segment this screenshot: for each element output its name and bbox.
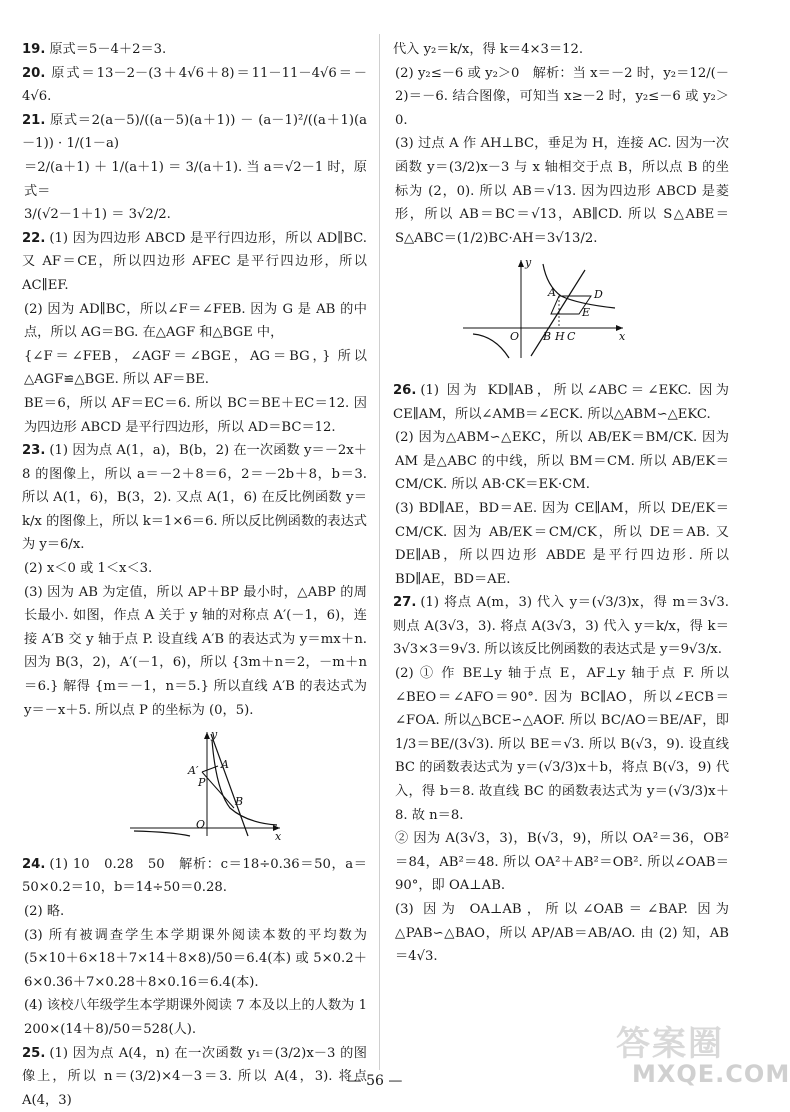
question-number: 27. [393, 595, 417, 611]
answer-22-conclusion: BE＝6，所以 AF＝EC＝6. 所以 BC＝BE＋EC＝12. 因为四边形 ABCD 是平行四边形，所以 AD＝BC＝12. [24, 395, 367, 435]
y-axis-arrow [204, 732, 210, 739]
answer-21-line3: 3/(√2－1＋1) ＝ 3√2/2. [24, 207, 171, 223]
answer-27-part2-1: (2) ① 作 BE⊥y 轴于点 E，AF⊥y 轴于点 F. 所以∠BEO＝∠AFO＝90°. 因为 BC∥AO，所以∠ECB＝∠FOA. 所以△BCE∽△AOF. 所以 BC/AO＝BE/AF，即 1/3＝BE/(3√3). 所以 BE＝√3. 所以 B(√3，9). 设直线 BC 的函数表达式为 y＝(√3/3)x＋b，将点 B(√3，9) 代入，得 b＝8. 故直线 BC 的函数表达式为 y＝(√3/3)x＋8. 故 n＝8. [395, 666, 729, 823]
label-a-prime: A′ [188, 764, 199, 778]
figure-25 [393, 256, 729, 373]
line-ab [531, 270, 585, 356]
answer-25-part3: (3) 过点 A 作 AH⊥BC，垂足为 H，连接 AC. 因为一次函数 y＝(3/2)x－3 与 x 轴相交于点 B，所以点 B 的坐标为 (2，0). 所以 AB＝√13. 因为四边形 ABCD 是菱形，所以 AB＝BC＝√13，AB∥CD. 所以 S△ABE＝S△ABC＝(1/2)BC·AH＝3√13/2. [395, 136, 729, 246]
line-ab [211, 734, 248, 836]
figure-25-graph [393, 256, 729, 364]
hyperbola-branch-2 [473, 334, 509, 358]
left-column [22, 38, 367, 1112]
answer-24-part1: 24. (1) 10 0.28 50 解析：c＝18÷0.36＝50，a＝50×0.2＝10，b＝14÷50＝0.28. [22, 856, 367, 896]
question-number: 22. [22, 230, 46, 246]
answer-22-part2: (2) 因为 AD∥BC，所以∠F＝∠FEB. 因为 G 是 AB 的中点，所以 AG＝BG. 在△AGF 和△BGE 中， [24, 301, 367, 341]
watermark-text: 答案圈 [616, 1024, 724, 1064]
watermark-logo [612, 1016, 790, 1096]
label-y: y [211, 728, 218, 742]
question-number: 21. [22, 112, 46, 128]
label-o: O [510, 330, 520, 344]
answer-23-part3: (3) 因为 AB 为定值，所以 AP＋BP 最小时，△ABP 的周长最小. 如图，作点 A 关于 y 轴的对称点 A′(－1，6)，连接 A′B 交 y 轴于点 P. 设直线 A′B 的表达式为 y＝mx＋n. 因为 B(3，2)，A′(－1，6)，所以 {3m＋n＝2，－m＋n＝6.} 解得 {m＝－1，n＝5.} 所以直线 A′B 的表达式为 y＝－x＋5. 所以点 P 的坐标为 (0，5). [24, 584, 367, 718]
watermark-url: MXQE.COM [632, 1060, 790, 1088]
answer-25-part2: (2) y₂≤－6 或 y₂＞0 解析：当 x＝－2 时，y₂＝12/(－2)＝－6. 结合图像，可知当 x≥－2 时，y₂≤－6 或 y₂＞0. [395, 65, 729, 128]
answer-26-part1: 26. (1) 因为 KD∥AB，所以∠ABC＝∠EKC. 因为 CE∥AM，所以∠AMB＝∠ECK. 所以△ABM∽△EKC. [393, 382, 729, 422]
label-h: H [555, 330, 565, 344]
answer-22-system: {∠F＝∠FEB，∠AGF＝∠BGE，AG＝BG，} 所以△AGF≌△BGE. 所以 AF＝BE. [24, 348, 367, 388]
question-number: 19. [22, 42, 46, 57]
column-divider [379, 34, 380, 1070]
label-p: P [198, 776, 206, 790]
question-number: 23. [22, 443, 46, 459]
label-c: C [567, 330, 576, 344]
question-number: 20. [22, 65, 46, 81]
hyperbola-branch-2 [134, 831, 190, 836]
answer-22-part1: 22. (1) 因为四边形 ABCD 是平行四边形，所以 AD∥BC. 又 AF＝CE，所以四边形 AFEC 是平行四边形，所以 AC∥EF. [22, 230, 367, 293]
label-a: A [221, 758, 229, 772]
right-column [393, 38, 729, 969]
label-x: x [619, 330, 626, 344]
label-y: y [525, 256, 532, 270]
label-a: A [548, 286, 556, 300]
figure-23 [22, 728, 367, 847]
answer-24-part3: (3) 所有被调查学生本学期课外阅读本数的平均数为 (5×10＋6×18＋7×14＋8×8)/50＝6.4(本) 或 5×0.2＋6×0.36＋7×0.28＋8×0.16＝6.4(本). [24, 927, 367, 990]
y-axis-arrow [518, 260, 524, 267]
answer-27-part3: (3) 因为 OA⊥AB，所以∠OAB＝∠BAP. 因为△PAB∽△BAO，所以 AP/AB＝AB/AO. 由 (2) 知，AB＝4√3. [395, 902, 729, 965]
answer-21-line2: ＝2/(a＋1) ＋ 1/(a＋1) ＝ 3/(a＋1). 当 a＝√2－1 时，原式＝ [24, 159, 367, 199]
answer-25-continued: 代入 y₂＝k/x，得 k＝4×3＝12. [393, 42, 584, 57]
answer-23-part2: (2) x＜0 或 1＜x＜3. [24, 561, 153, 577]
question-number: 26. [393, 382, 417, 398]
answer-24-part4: (4) 该校八年级学生本学期课外阅读 7 本及以上的人数为 1 200×(14＋8)/50＝528(人). [24, 998, 367, 1037]
label-e: E [582, 306, 591, 320]
label-d: D [594, 288, 603, 302]
label-x: x [275, 830, 282, 844]
answer-26-part2: (2) 因为△ABM∽△EKC，所以 AB/EK＝BM/CK. 因为 AM 是△ABC 的中线，所以 BM＝CM. 所以 AB/EK＝CM/CK. 所以 AB·CK＝EK·CM. [395, 430, 729, 493]
answer-21-line1: 21. 原式＝2(a－5)/((a－5)(a＋1)) － (a－1)²/((a＋1)(a－1)) · 1/(1－a) [22, 112, 367, 152]
answer-25-part1: 25. (1) 因为点 A(4，n) 在一次函数 y₁＝(3/2)x－3 的图像上，所以 n＝(3/2)×4－3＝3. 所以 A(4，3). 将点 A(4，3) [22, 1045, 367, 1108]
label-b: B [235, 795, 244, 809]
answer-26-part3: (3) BD∥AE，BD＝AE. 因为 CE∥AM，所以 DE/EK＝CM/CK. 因为 AB/EK＝CM/CK，所以 DE＝AB. 又 DE∥AB，所以四边形 ABDE 是平行四边形. 所以 BD∥AE，BD＝AE. [395, 500, 729, 587]
figure-23-graph [22, 728, 367, 844]
answer-23-part1: 23. (1) 因为点 A(1，a)，B(b，2) 在一次函数 y＝－2x＋8 的图像上，所以 a＝－2＋8＝6，2＝－2b＋8，b＝3. 所以 A(1，6)，B(3，2). 又点 A(1，6) 在反比例函数 y＝k/x 的图像上，所以 k＝1×6＝6. 所以反比例函数的表达式为 y＝6/x. [22, 443, 367, 553]
answer-19: 19. 原式＝5－4＋2＝3. [22, 42, 167, 57]
question-number: 25. [22, 1045, 46, 1061]
label-o: O [196, 818, 206, 832]
answer-27-part2-2: ② 因为 A(3√3，3)，B(√3，9)，所以 OA²＝36，OB²＝84，AB²＝48. 所以 OA²＋AB²＝OB². 所以∠OAB＝90°，即 OA⊥AB. [395, 831, 729, 894]
page-number: — 56 — [347, 1073, 403, 1089]
answer-24-part2: (2) 略. [24, 904, 65, 919]
hyperbola-branch-1 [212, 740, 277, 825]
label-b: B [543, 330, 552, 344]
answer-27-part1: 27. (1) 将点 A(m，3) 代入 y＝(√3/3)x，得 m＝3√3. 则点 A(3√3，3). 将点 A(3√3，3) 代入 y＝k/x，得 k＝3√3×3＝9√3. 所以该反比例函数的表达式是 y＝9√3/x. [393, 595, 729, 658]
answer-20: 20. 原式＝13－2－(3＋4√6＋8)＝11－11－4√6＝－4√6. [22, 65, 367, 105]
question-number: 24. [22, 856, 46, 872]
